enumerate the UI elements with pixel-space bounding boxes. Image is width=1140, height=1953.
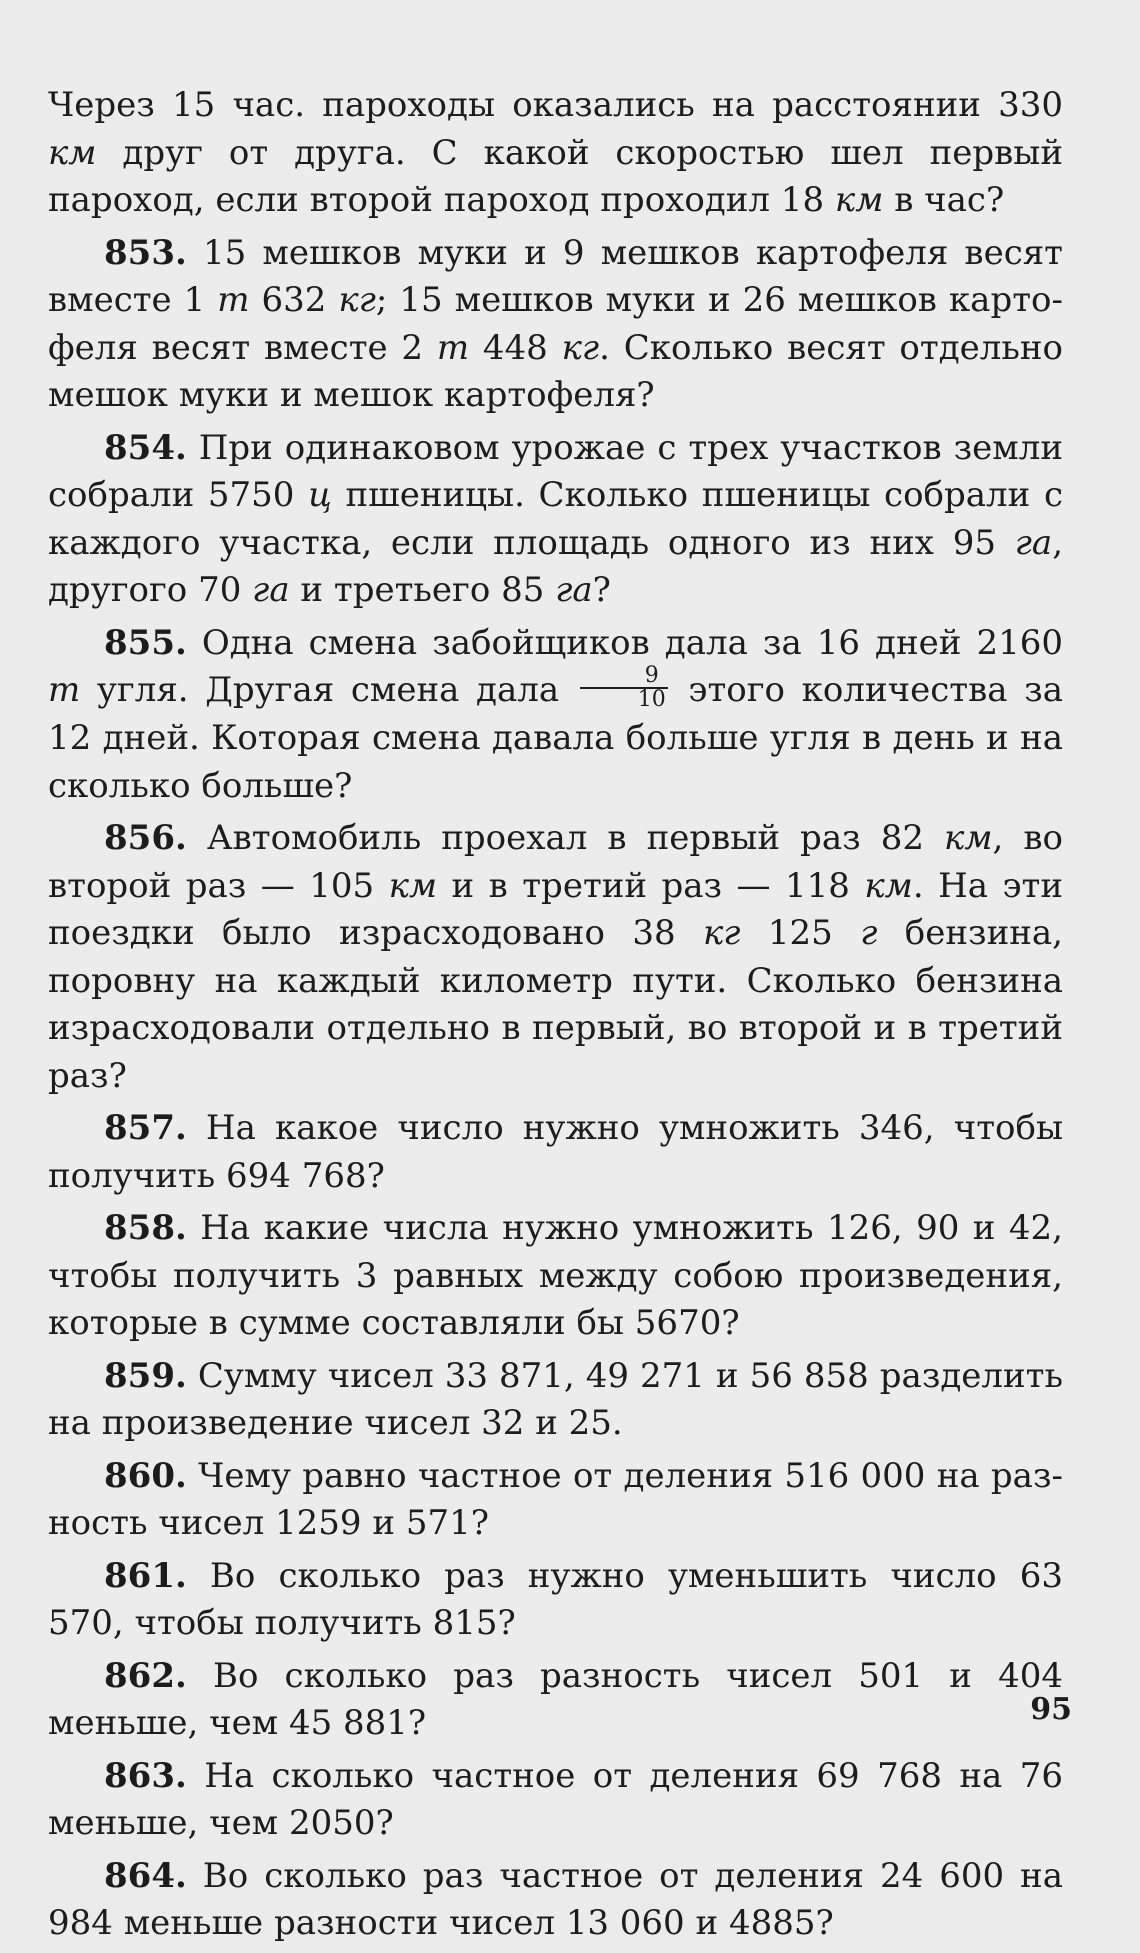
- problem-854: 854. При одинаковом урожае с трех участков земли собрали 5750 ц пшеницы. Сколько пшеницы собрали с каждого участка, если площадь одного из них 95 га, другого 70 га и третьего 85 га?: [48, 427, 1063, 610]
- problem-number: 855.: [104, 622, 187, 663]
- problem-number: 857.: [104, 1108, 187, 1148]
- problem-857: 857. На какое число нужно умножить 346, чтобы получить 694 768?: [48, 1108, 1063, 1196]
- problem-number: 861.: [104, 1555, 187, 1596]
- problem-number: 854.: [104, 427, 187, 468]
- problem-852-continuation: Через 15 час. пароходы оказались на расстоянии 330 км друг от друга. С какой скоростью шел первый пароход, если второй пароход проходил 18 км в час?: [48, 85, 1063, 220]
- problem-862: 862. Во сколько раз разность чисел 501 и 404 меньше, чем 45 881?: [48, 1655, 1063, 1743]
- problem-number: 859.: [104, 1355, 187, 1396]
- problem-853: 853. 15 мешков муки и 9 мешков картофеля весят вместе 1 т 632 кг; 15 мешков муки и 26 мешков картофеля весят вместе 2 т 448 кг. Сколько весят отдельно мешок муки и мешок картофеля?: [48, 232, 1064, 415]
- problem-number: 858.: [104, 1208, 187, 1248]
- problem-861: 861. Во сколько раз нужно уменьшить число 63 570, чтобы получить 815?: [48, 1555, 1063, 1643]
- problem-859: 859. Сумму чисел 33 871, 49 271 и 56 858 разделить на произведение чисел 32 и 25.: [48, 1355, 1063, 1443]
- page-text: [48, 82, 1063, 1953]
- problem-number: 856.: [104, 818, 187, 858]
- problem-864: 864. Во сколько раз частное от деления 24 600 на 984 меньше разности чисел 13 060 и 4885?: [48, 1855, 1063, 1943]
- problem-863: 863. На сколько частное от деления 69 768 на 76 меньше, чем 2050?: [48, 1755, 1063, 1843]
- page-number: 95: [1030, 1692, 1072, 1727]
- fraction: $\frac{9}{10}$: [580, 665, 668, 711]
- problem-855: 855. Одна смена забойщиков дала за 16 дней 2160 т угля. Другая смена дала $\frac{9}{10}$ этого количества за 12 дней. Которая смена давала больше угля в день и на сколько больше?: [48, 622, 1063, 806]
- problem-number: 860.: [104, 1455, 187, 1496]
- problem-858: 858. На какие числа нужно умножить 126, 90 и 42, чтобы получить 3 равных между собою произведения, которые в сумме составляли бы 5670?: [48, 1208, 1063, 1343]
- problem-number: 862.: [104, 1655, 187, 1696]
- problem-number: 864.: [104, 1855, 187, 1896]
- problem-number: 853.: [104, 232, 187, 273]
- problem-860: 860. Чему равно частное от деления 516 000 на разность чисел 1259 и 571?: [48, 1455, 1063, 1543]
- problem-856: 856. Автомобиль проехал в первый раз 82 км, во второй раз — 105 км и в третий раз — 118 км. На эти поездки было израсходовано 38 кг 125 г бензина, поровну на каждый километр пути. Сколько бензина израсходовали отдельно в первый, во второй и в третий раз?: [48, 818, 1063, 1096]
- problem-number: 863.: [104, 1755, 187, 1796]
